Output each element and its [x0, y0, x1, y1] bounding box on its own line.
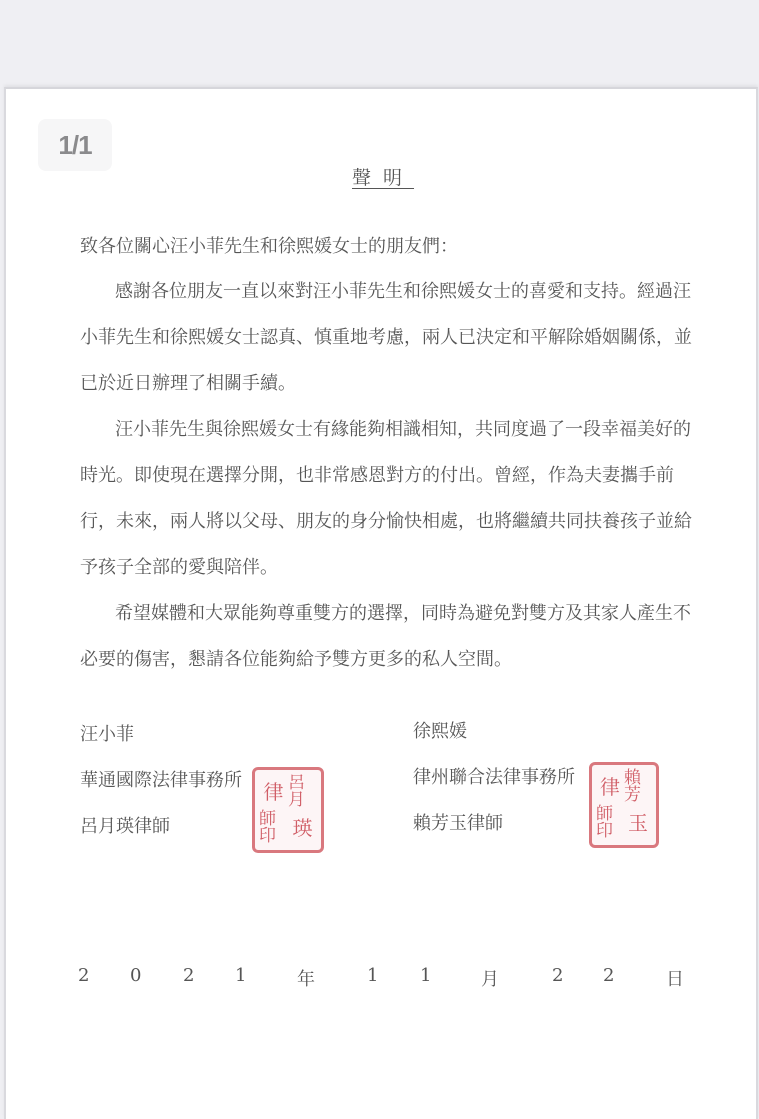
paragraph-2-line-4: 予孩子全部的愛與陪伴。: [80, 557, 278, 578]
seal-1-char-tr: 呂月: [288, 773, 305, 810]
seal-2-char-tr: 賴芳: [624, 768, 641, 805]
signatory-2-name: 徐熙媛: [413, 721, 467, 742]
seal-1-char-tl: 律: [263, 780, 284, 804]
lawyer-seal-2: [589, 762, 659, 848]
seal-1-char-br: 瑛: [292, 816, 313, 840]
date-month-digit-2: 1: [420, 965, 432, 986]
paragraph-1-line-3: 已於近日辦理了相關手續。: [80, 373, 296, 394]
paragraph-2-line-2: 時光。即使現在選擇分開，也非常感恩對方的付出。曾經，作為夫妻攜手前: [80, 465, 674, 486]
date-year-digit-2: 0: [130, 965, 142, 986]
paragraph-2-line-1: 汪小菲先生與徐熙媛女士有緣能夠相識相知，共同度過了一段幸福美好的: [115, 419, 691, 440]
page-indicator: 1/1: [38, 119, 112, 171]
salutation: 致各位關心汪小菲先生和徐熙媛女士的朋友們：: [80, 236, 458, 257]
signatory-1-name: 汪小菲: [80, 724, 134, 745]
seal-1-char-bl: 師印: [259, 809, 276, 846]
paragraph-1-line-1: 感謝各位朋友一直以來對汪小菲先生和徐熙媛女士的喜愛和支持。經過汪: [115, 281, 691, 302]
lawyer-seal-1: [252, 767, 324, 853]
date-year-digit-4: 1: [235, 965, 247, 986]
signatory-1-law-firm: 華通國際法律事務所: [80, 770, 242, 791]
paragraph-2-line-3: 行，未來，兩人將以父母、朋友的身分愉快相處，也將繼續共同扶養孩子並給: [80, 511, 692, 532]
seal-2-char-bl: 師印: [596, 804, 613, 841]
date-day-digit-2: 2: [603, 965, 615, 986]
document-title: 聲明: [352, 167, 415, 189]
date-month-digit-1: 1: [367, 965, 379, 986]
paragraph-1-line-2: 小菲先生和徐熙媛女士認真、慎重地考慮，兩人已決定和平解除婚姻關係，並: [80, 327, 692, 348]
seal-2-char-br: 玉: [628, 811, 648, 835]
date-month-label: 月: [481, 969, 499, 990]
date-day-label: 日: [666, 969, 684, 990]
date-year-label: 年: [297, 969, 315, 990]
date-year-digit-1: 2: [78, 965, 90, 986]
paragraph-3-line-1: 希望媒體和大眾能夠尊重雙方的選擇，同時為避免對雙方及其家人產生不: [115, 603, 691, 624]
signatory-1-lawyer: 呂月瑛律師: [80, 816, 170, 837]
seal-2-char-tl: 律: [600, 775, 620, 799]
signatory-2-lawyer: 賴芳玉律師: [413, 813, 503, 834]
date-year-digit-3: 2: [183, 965, 195, 986]
date-day-digit-1: 2: [552, 965, 564, 986]
signatory-2-law-firm: 律州聯合法律事務所: [413, 767, 575, 788]
paragraph-3-line-2: 必要的傷害，懇請各位能夠給予雙方更多的私人空間。: [80, 649, 512, 670]
